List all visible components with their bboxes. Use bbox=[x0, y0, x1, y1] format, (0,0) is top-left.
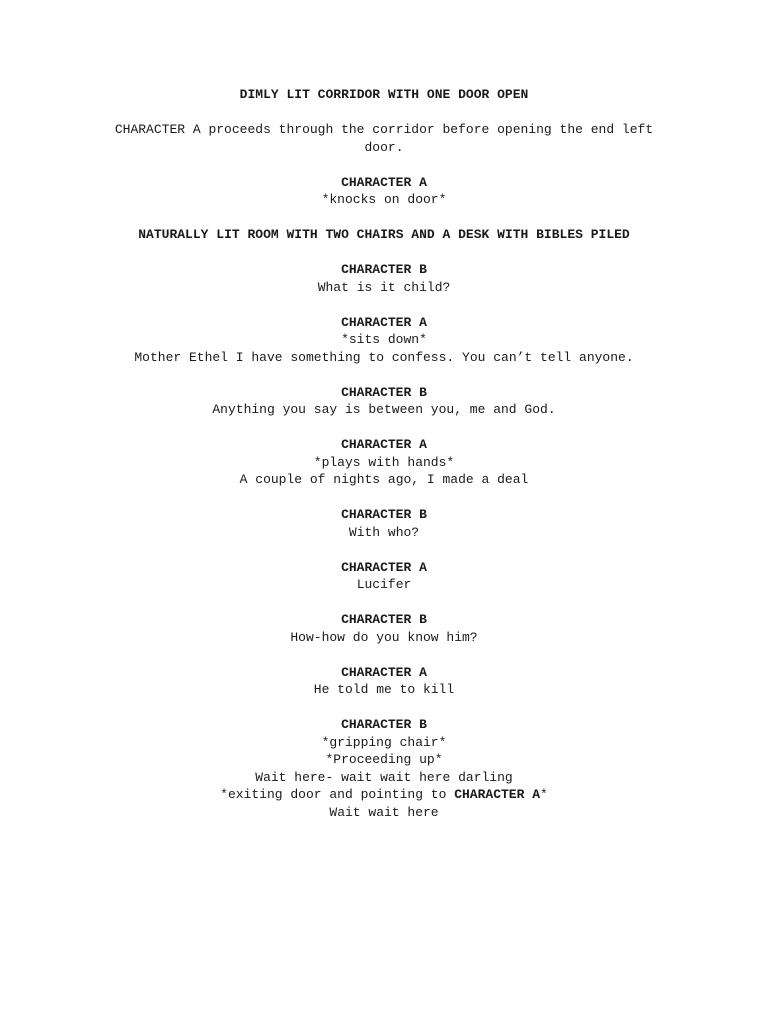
spacer bbox=[0, 489, 768, 507]
scene-heading-corridor: DIMLY LIT CORRIDOR WITH ONE DOOR OPEN bbox=[239, 87, 529, 102]
parenthetical-suffix: * bbox=[540, 787, 548, 802]
character-cue: CHARACTER B bbox=[341, 262, 427, 277]
parenthetical: *sits down* bbox=[341, 332, 427, 347]
dialogue-line: A couple of nights ago, I made a deal bbox=[239, 472, 529, 487]
spacer bbox=[0, 244, 768, 262]
spacer bbox=[0, 296, 768, 314]
character-cue: CHARACTER B bbox=[341, 717, 427, 732]
dialogue-line: Wait wait here bbox=[329, 804, 439, 820]
character-cue: CHARACTER A bbox=[341, 174, 427, 190]
script-page bbox=[0, 86, 768, 821]
character-cue: CHARACTER A bbox=[341, 559, 427, 575]
dialogue-line: Mother Ethel I have something to confess. You can’t tell anyone. bbox=[134, 349, 634, 365]
character-cue: CHARACTER B bbox=[341, 612, 427, 627]
character-cue: CHARACTER B bbox=[341, 384, 427, 400]
spacer bbox=[0, 646, 768, 664]
parenthetical-mixed bbox=[0, 786, 768, 804]
action-line-corridor: CHARACTER A proceeds through the corridor before opening the end left door. bbox=[114, 122, 654, 155]
spacer bbox=[0, 419, 768, 437]
dialogue-line: With who? bbox=[348, 524, 420, 540]
dialogue-line: How-how do you know him? bbox=[290, 629, 478, 645]
spacer bbox=[0, 366, 768, 384]
dialogue-line: He told me to kill bbox=[313, 682, 455, 697]
parenthetical: *Proceeding up* bbox=[325, 752, 443, 767]
parenthetical: *gripping chair* bbox=[321, 734, 447, 750]
character-cue: CHARACTER A bbox=[341, 437, 427, 452]
spacer bbox=[0, 541, 768, 559]
spacer bbox=[0, 699, 768, 717]
spacer bbox=[0, 594, 768, 612]
parenthetical: *plays with hands* bbox=[313, 454, 455, 470]
parenthetical-prefix: *exiting door and pointing to bbox=[220, 787, 455, 802]
dialogue-line: Anything you say is between you, me and God. bbox=[212, 402, 556, 417]
scene-heading-room: NATURALLY LIT ROOM WITH TWO CHAIRS AND A DESK WITH BIBLES PILED bbox=[138, 227, 630, 242]
character-reference: CHARACTER A bbox=[454, 787, 541, 802]
spacer bbox=[0, 209, 768, 227]
dialogue-line: Wait here- wait wait here darling bbox=[255, 769, 513, 785]
dialogue-line: Lucifer bbox=[356, 577, 412, 592]
spacer bbox=[0, 104, 768, 122]
character-cue: CHARACTER A bbox=[341, 664, 427, 680]
character-cue: CHARACTER B bbox=[341, 507, 427, 522]
dialogue-line: What is it child? bbox=[317, 279, 451, 295]
spacer bbox=[0, 156, 768, 174]
parenthetical: *knocks on door* bbox=[321, 192, 447, 207]
character-cue: CHARACTER A bbox=[341, 314, 427, 330]
